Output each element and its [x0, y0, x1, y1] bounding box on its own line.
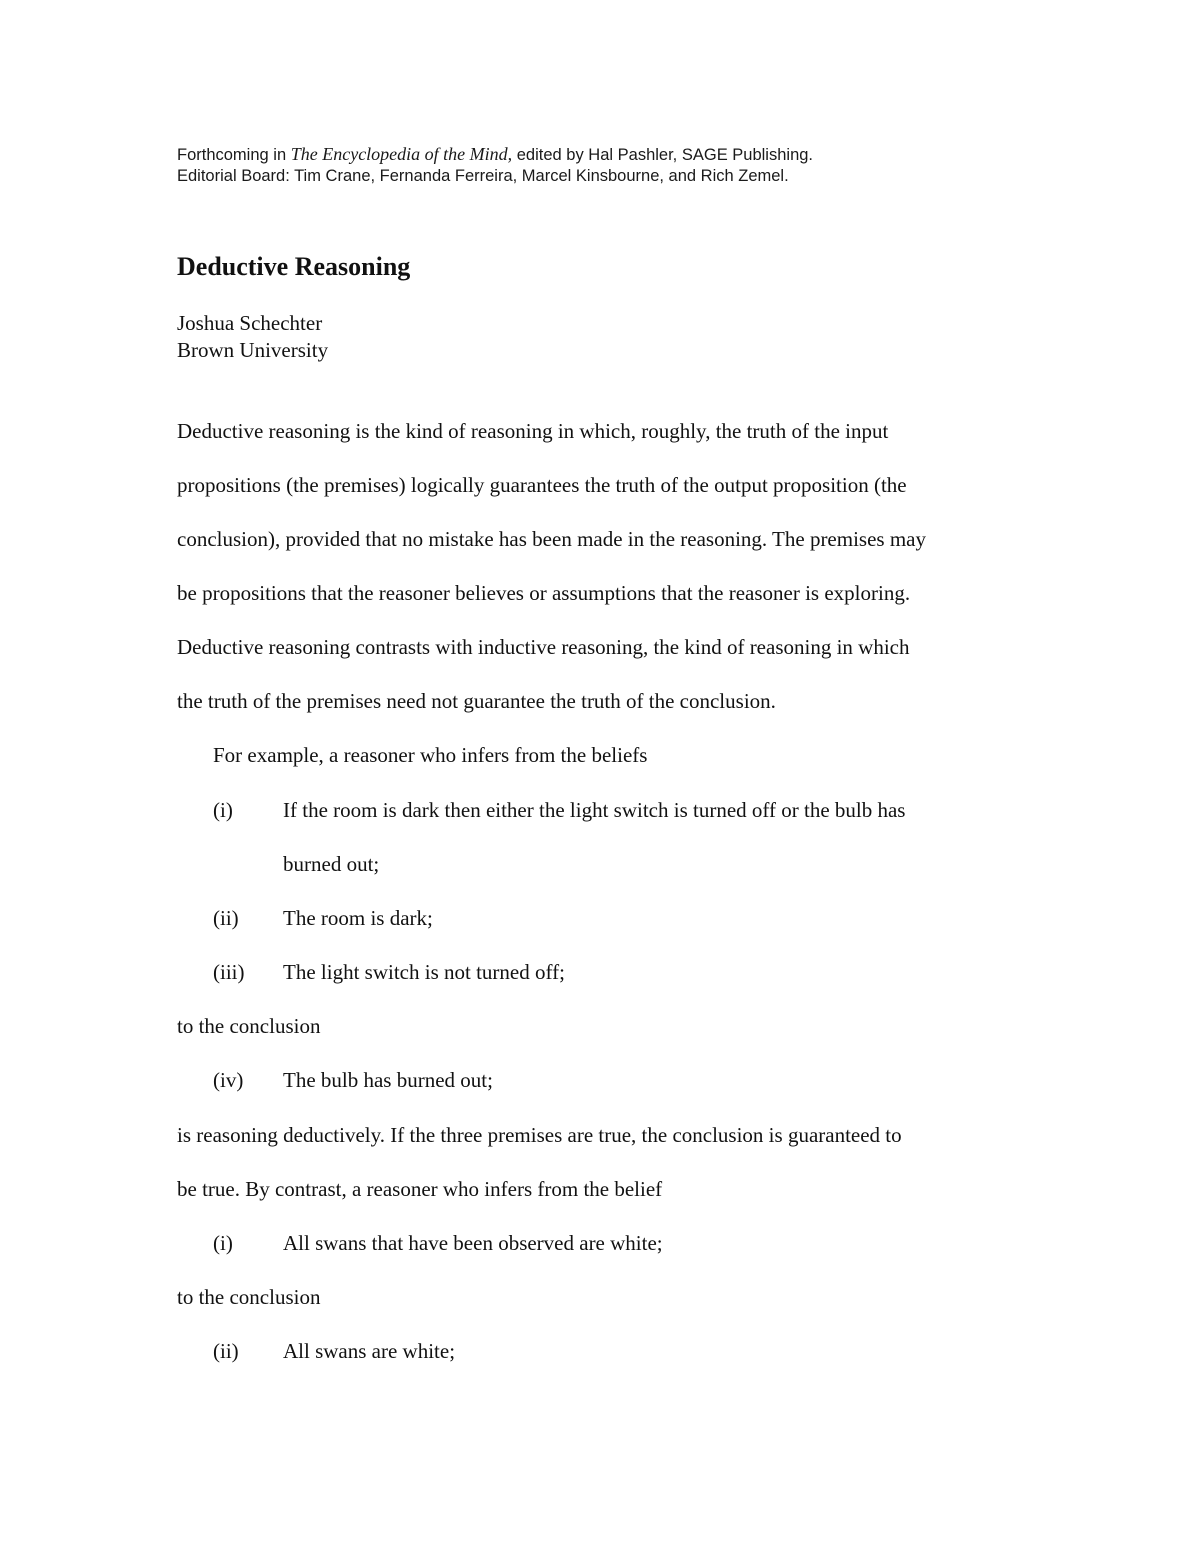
- premise-text: burned out;: [283, 852, 380, 876]
- conclusion-text: All swans are white;: [283, 1339, 456, 1363]
- paragraph-line: propositions (the premises) logically guarantees the truth of the output proposition (the: [177, 473, 907, 497]
- premise-text: The light switch is not turned off;: [283, 960, 565, 984]
- premise-text: The room is dark;: [283, 906, 433, 930]
- premise-text: If the room is dark then either the light switch is turned off or the bulb has: [283, 798, 906, 822]
- paragraph-line: Deductive reasoning is the kind of reasoning in which, roughly, the truth of the input: [177, 419, 889, 443]
- paragraph-line: is reasoning deductively. If the three premises are true, the conclusion is guaranteed to: [177, 1123, 902, 1147]
- conclusion-text: The bulb has burned out;: [283, 1068, 493, 1092]
- article-title: Deductive Reasoning: [177, 252, 411, 281]
- paragraph-line: be propositions that the reasoner believes or assumptions that the reasoner is exploring.: [177, 581, 911, 605]
- premise-number: (iii): [213, 960, 245, 984]
- premise-number: (i): [213, 1231, 233, 1255]
- conclusion-number: (iv): [213, 1068, 244, 1092]
- editorial-board: Editorial Board: Tim Crane, Fernanda Ferreira, Marcel Kinsbourne, and Rich Zemel.: [177, 167, 789, 185]
- publication-note-suffix: edited by Hal Pashler, SAGE Publishing.: [512, 146, 814, 164]
- paragraph-line: conclusion), provided that no mistake has been made in the reasoning. The premises may: [177, 527, 926, 551]
- paragraph-line: Deductive reasoning contrasts with inductive reasoning, the kind of reasoning in which: [177, 635, 910, 659]
- to-conclusion-text: to the conclusion: [177, 1014, 321, 1038]
- paragraph-line: be true. By contrast, a reasoner who infers from the belief: [177, 1177, 663, 1201]
- author-name: Joshua Schechter: [177, 311, 323, 335]
- author-affiliation: Brown University: [177, 338, 329, 362]
- encyclopedia-title: The Encyclopedia of the Mind,: [290, 144, 513, 164]
- premise-number: (ii): [213, 906, 239, 930]
- conclusion-number: (ii): [213, 1339, 239, 1363]
- to-conclusion-text: to the conclusion: [177, 1285, 321, 1309]
- publication-note: [177, 143, 813, 166]
- premise-number: (i): [213, 798, 233, 822]
- publication-note-prefix: Forthcoming in: [177, 146, 291, 164]
- premise-text: All swans that have been observed are white;: [283, 1231, 663, 1255]
- paragraph-line: the truth of the premises need not guarantee the truth of the conclusion.: [177, 689, 776, 713]
- example-intro: For example, a reasoner who infers from the beliefs: [213, 743, 648, 767]
